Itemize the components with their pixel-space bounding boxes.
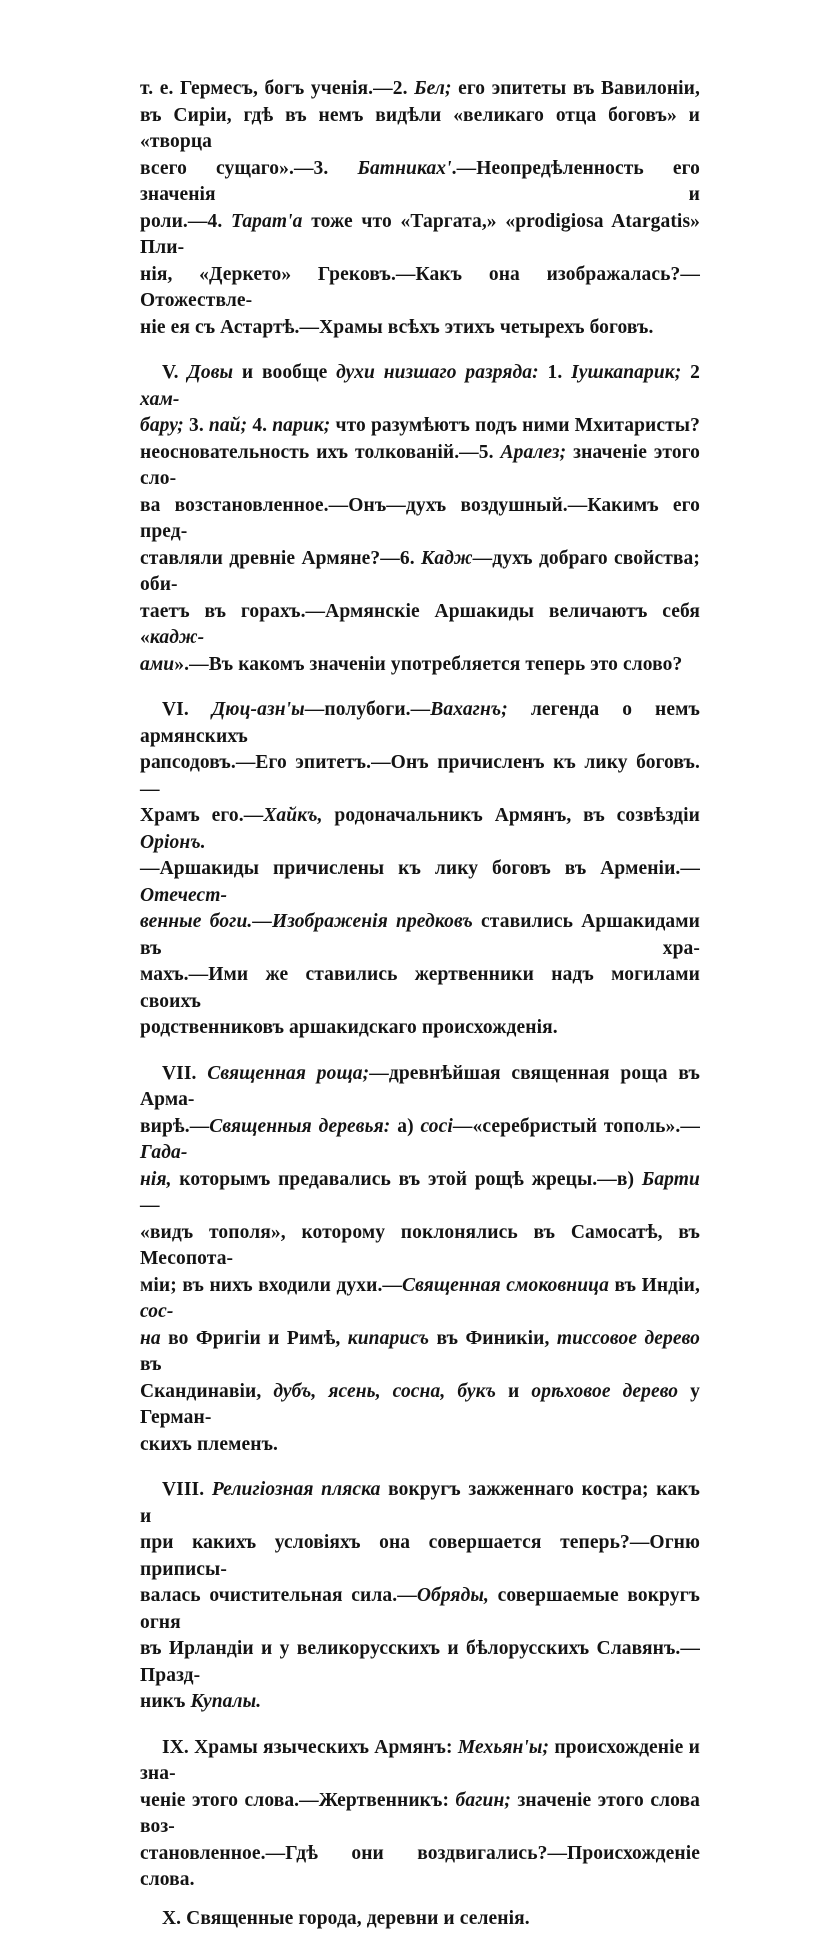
text-line (140, 315, 700, 342)
text-segment: махъ.—Ими же ставились жертвенники надъ могилами своихъ (140, 964, 700, 1012)
text-segment (204, 1479, 212, 1500)
text-segment: никъ (140, 1691, 191, 1712)
text-segment: значеніе этого слова воз- (140, 1789, 700, 1837)
paragraph-3 (140, 697, 700, 1042)
text-segment: Скандинавіи, (140, 1380, 274, 1402)
text-line (140, 546, 700, 599)
section-number: VII. (162, 1062, 197, 1084)
text-line (140, 1167, 700, 1220)
text-line (140, 262, 700, 315)
section-number: IX. (162, 1736, 189, 1758)
text-segment: происхожденіе и зна- (140, 1736, 700, 1784)
text-line (140, 1906, 700, 1933)
text-segment: 3. (183, 415, 209, 436)
text-segment: въ Ирландіи и у великорусскихъ и бѣлорусскихъ Славянъ.—Празд- (140, 1638, 700, 1686)
text-segment: у Герман- (140, 1380, 701, 1428)
italic-term: Оріонъ. (140, 831, 206, 853)
italic-term: Священная смоковница (402, 1274, 609, 1296)
italic-term: Кадж (421, 547, 473, 569)
text-segment: и вообще (233, 362, 337, 383)
text-segment: міи; въ нихъ входили духи.— (140, 1274, 403, 1296)
text-segment: ».—Въ какомъ значеніи употребляется теперь это слово? (174, 653, 683, 675)
text-line (140, 1788, 700, 1841)
text-segment: Священные города, деревни и селенія. (181, 1907, 530, 1929)
text-line (140, 1583, 700, 1636)
italic-term: нія, (140, 1168, 172, 1190)
text-segment: роли.—4. (140, 210, 232, 232)
text-segment: совершаемые вокругъ огня (140, 1585, 700, 1633)
text-line (140, 1326, 700, 1379)
text-line (140, 76, 700, 103)
text-segment: 4. (247, 415, 273, 436)
paragraph-1 (140, 76, 700, 341)
text-line (140, 1220, 700, 1273)
text-segment: «видъ тополя», которому поклонялись въ Самосатѣ, въ Месопота- (140, 1221, 700, 1269)
text-segment: вирѣ.— (140, 1115, 210, 1137)
italic-term: Мехьян'ы; (457, 1736, 550, 1758)
italic-term: сос- (140, 1301, 174, 1322)
text-line (140, 440, 700, 493)
text-line (140, 1114, 700, 1167)
italic-term: дубъ, ясень, сосна, букъ (273, 1380, 497, 1402)
text-segment: вокругъ зажженнаго костра; какъ и (140, 1479, 700, 1527)
text-segment: легенда о немъ армянскихъ (140, 699, 700, 747)
italic-term: Бел; (414, 78, 452, 99)
text-segment: 1. (538, 362, 572, 383)
italic-term: пай; (208, 415, 248, 436)
text-segment: родственниковъ аршакидскаго происхожденія. (140, 1017, 558, 1038)
text-segment: —«серебристый тополь».— (452, 1115, 700, 1137)
section-number: VI. (162, 699, 189, 720)
text-line (140, 493, 700, 546)
document-page (140, 76, 700, 1951)
text-line (140, 1841, 700, 1894)
text-segment: —полубоги.— (304, 699, 431, 720)
italic-term: Дюц-азн'ы (211, 699, 305, 720)
text-segment: въ (140, 1354, 162, 1375)
text-segment: значеніе этого сло- (140, 441, 700, 489)
text-line (140, 413, 700, 440)
text-line (140, 103, 700, 156)
text-line (140, 1477, 700, 1530)
italic-term: парик; (272, 415, 331, 436)
text-segment: а) (390, 1115, 421, 1137)
text-segment: которымъ предавались въ этой рощѣ жрецы.—в) (171, 1168, 642, 1190)
text-line (140, 652, 700, 679)
text-segment: всего сущаго».—3. (140, 157, 358, 179)
text-line (140, 1735, 700, 1788)
text-segment: въ Индіи, (608, 1274, 700, 1296)
text-segment: его эпитеты въ Вавилоніи, (451, 78, 700, 99)
text-segment: и (496, 1380, 532, 1402)
paragraph-6 (140, 1735, 700, 1894)
italic-term: на (140, 1327, 161, 1349)
italic-term: Гада- (140, 1142, 188, 1163)
text-segment: — (140, 1195, 160, 1216)
text-segment: —духъ добраго свойства; оби- (140, 547, 700, 595)
text-line (140, 803, 700, 856)
paragraph-2 (140, 360, 700, 678)
text-segment: —Аршакиды причислены къ лику боговъ въ Арменіи.— (140, 858, 700, 879)
text-segment: становленное.—Гдѣ они воздвигались?—Происхожденіе слова. (140, 1842, 700, 1890)
text-segment: тоже что «Таргата,» «prodigiosa Atargatis» Пли- (140, 210, 700, 258)
italic-term: Священныя деревья: (209, 1115, 391, 1137)
text-segment: —древнѣйшая священная роща въ Арма- (140, 1062, 700, 1110)
text-line (140, 156, 700, 209)
text-line (140, 1273, 700, 1326)
text-segment: неосновательность ихъ толкованій.—5. (140, 441, 501, 463)
text-segment: таетъ въ горахъ.—Армянскіе Аршакиды величаютъ себя « (140, 600, 700, 648)
text-segment: .—Неопредѣленность его значенія и (140, 157, 700, 205)
italic-term: Іушкапарик; (571, 362, 682, 383)
italic-term: кипарисъ (347, 1327, 430, 1349)
text-line (140, 909, 700, 962)
italic-term: венные боги.—Изображенія предковъ (140, 911, 473, 932)
italic-term: Священная роща; (207, 1062, 370, 1084)
italic-term: ами (140, 653, 175, 675)
italic-term: духи низшаго разряда: (336, 362, 539, 383)
text-line (140, 1530, 700, 1583)
italic-term: хам- (140, 388, 180, 410)
italic-term: Аралез; (500, 441, 567, 463)
paragraph-4 (140, 1061, 700, 1459)
italic-term: Отечест- (140, 884, 228, 906)
section-number: V. (162, 362, 179, 383)
italic-term: Вахагнъ; (430, 699, 508, 720)
text-segment: въ Сиріи, гдѣ въ немъ видѣли «великаго отца боговъ» и «творца (140, 104, 700, 152)
text-segment (197, 1063, 208, 1084)
italic-term: орѣховое дерево (531, 1380, 679, 1402)
text-segment: что разумѣютъ подъ ними Мхитаристы? (330, 415, 700, 436)
italic-term: Хайкъ, (263, 805, 323, 826)
text-segment: родоначальникъ Армянъ, въ созвѣздіи (322, 805, 701, 826)
text-line (140, 856, 700, 909)
italic-term: Религіозная пляска (211, 1479, 381, 1500)
text-segment (189, 699, 212, 720)
text-line (140, 360, 700, 413)
text-segment: ніе ея съ Астартѣ.—Храмы всѣхъ этихъ четырехъ боговъ. (140, 316, 654, 338)
section-number: VIII. (162, 1479, 205, 1500)
italic-term: Обряды, (416, 1585, 489, 1606)
section-number: X. (162, 1907, 182, 1929)
text-segment: нія, «Деркето» Грековъ.—Какъ она изображалась?—Отожествле- (140, 263, 700, 311)
text-line (140, 209, 700, 262)
text-segment: ставились Аршакидами въ хра- (140, 911, 700, 959)
text-segment: 2 (681, 362, 700, 383)
text-segment: при какихъ условіяхъ она совершается теперь?—Огню приписы- (140, 1532, 700, 1580)
text-line (140, 1636, 700, 1689)
italic-term: кадж- (149, 627, 205, 648)
italic-term: сосі (420, 1115, 453, 1137)
text-segment: ва возстановленное.—Онъ—духъ воздушный.—Какимъ его пред- (140, 494, 700, 542)
text-line (140, 599, 700, 652)
text-segment: ченіе этого слова.—Жертвенникъ: (140, 1789, 456, 1811)
paragraph-7 (140, 1906, 700, 1933)
text-line (140, 1689, 700, 1716)
text-line (140, 750, 700, 803)
text-segment: Храмы языческихъ Армянъ: (188, 1736, 458, 1758)
text-segment: Храмъ его.— (140, 805, 264, 826)
italic-term: багин; (455, 1789, 511, 1811)
text-segment: т. е. Гермесъ, богъ ученія.—2. (140, 78, 415, 99)
text-line (140, 1432, 700, 1459)
italic-term: Купалы. (190, 1691, 262, 1712)
text-line (140, 1379, 700, 1432)
text-segment: во Фригіи и Римѣ, (160, 1327, 348, 1349)
text-line (140, 697, 700, 750)
text-segment: ставляли древніе Армяне?—6. (140, 547, 422, 569)
text-segment: скихъ племенъ. (140, 1433, 279, 1455)
paragraph-5 (140, 1477, 700, 1716)
italic-term: Тарат'а (231, 210, 303, 232)
text-segment: рапсодовъ.—Его эпитетъ.—Онъ причисленъ къ лику боговъ. — (140, 752, 700, 800)
italic-term: бару; (140, 415, 184, 436)
italic-term: Довы (187, 362, 234, 383)
italic-term: Барти (641, 1168, 700, 1190)
text-line (140, 962, 700, 1015)
italic-term: тиссовое дерево (556, 1327, 700, 1349)
italic-term: Батникаx' (357, 157, 452, 179)
text-segment: въ Финикіи, (429, 1327, 557, 1349)
text-segment: валась очистительная сила.— (140, 1585, 417, 1606)
text-line (140, 1061, 700, 1114)
text-line (140, 1015, 700, 1042)
